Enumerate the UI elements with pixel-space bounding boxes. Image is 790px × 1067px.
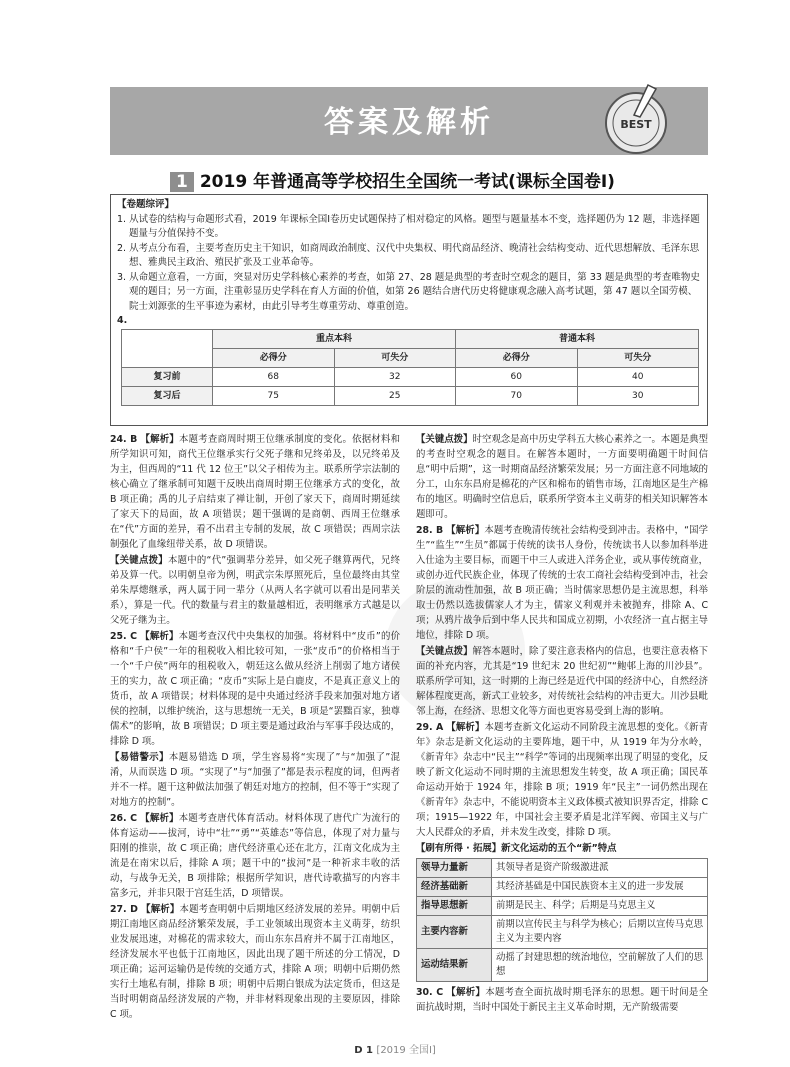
extend-heading: 【刷有所得 · 拓展】新文化运动的五个“新”特点: [416, 843, 617, 854]
table-cell: 75: [213, 387, 335, 406]
tip-paragraph: 【关键点拨】本题中的“代”强调辈分差异，如父死子继算两代，兄终弟及算一代。以明朝皇帝为例，明武宗朱厚照死后，皇位最终由其堂弟朱厚熜继承，两人属于同一辈分（从两人名字就可以看出是同辈关系），算是一代。代的数量与君主的数量越相近，表明继承方式越是以父死子继为主。: [110, 555, 400, 626]
tip-paragraph: 【关键点拨】解答本题时，除了要注意表格内的信息，也要注意表格下面的补充内容，尤其是“19 世纪末 20 世纪初”“鲍邨上海的川沙县”。联系所学可知，这一时期的上海已经是近代中国的经济中心，自然经济解体程度更高，新式工业较多，对传统社会结构的冲击更大。川沙县毗邻上海，在经济、思想文化等方面也更容易受到上海的影响。: [416, 646, 708, 717]
answer-paragraph: 27. D 【解析】本题考查明朝中后期地区经济发展的差异。明朝中后期江南地区商品经济繁荣发展，手工业领域出现资本主义萌芽，纺织业发展迅速，对棉花的需求较大，而山东东昌府并不属于江南地区，经济发展水平也低于江南地区，因此出现了题干所述的分工情况，D 项正确；运河运输仍是传统的交通方式，排除 A 项；明朝中后期仍然实行土地私有制，排除 B 项；明朝中后期白银成为法定货币，但这是当时明朝商品经济发展的产物，并非材料现象出现的主要原因，排除 C 项。: [110, 904, 400, 1020]
table-cell: 30: [577, 387, 699, 406]
tip-paragraph: 【关键点拨】时空观念是高中历史学科五大核心素养之一。本题是典型的考查时空观念的题目。在解答本题时，一方面要明确题干时间信息“明中后期”，这一时期商品经济繁荣发展；另一方面注意不同地域的分工，山东东昌府是棉花的产区和棉布的销售市场，江南地区是生产棉布的地区。明确时空信息后，联系所学资本主义萌芽的相关知识解答本题即可。: [416, 434, 708, 520]
table-row: [122, 368, 699, 387]
exam-title-text: 2019 年普通高等学校招生全国统一考试(课标全国卷Ⅰ): [199, 172, 615, 192]
table-cell: 68: [213, 368, 335, 387]
table-cell: 40: [577, 368, 699, 387]
answer-paragraph: 24. B 【解析】本题考查商周时期王位继承制度的变化。依据材料和所学知识可知，商代王位继承实行父死子继和兄终弟及，以兄终弟及为主，但西周的“11 代 12 位王”以父子相传为主。联系所学宗法制的核心确立了继承制可知题干反映出商周时期王位继承方式的变化，故 B 项正确；禹的儿子启结束了禅让制，开创了家天下，商周时期延续了家天下的局面，故 A 项错误；题干强调的是商朝、西周王位继承在“代”方面的差异，看不出君主专制的发展，故 C 项错误；西周宗法制强化了血缘纽带关系，故 D 项错误。: [110, 434, 400, 550]
page-number: D 1: [354, 1045, 373, 1056]
row-label: 复习前: [122, 368, 213, 387]
exam-title: [170, 167, 615, 192]
review-point: 2. 从考点分布看，主要考查历史主干知识，如商周政治制度、汉代中央集权、明代商品经济、晚清社会结构变动、近代思想解放、毛泽东思想、雅典民主政治、殖民扩张及工业革命等。: [117, 242, 700, 268]
table-cell: 32: [334, 368, 456, 387]
table-row: 指导思想新 前期是民主、科学；后期是马克思主义: [417, 897, 708, 916]
review-box: [110, 194, 708, 426]
table-row: 运动结果新 动摇了封建思想的统治地位，空前解放了人们的思想: [417, 949, 708, 982]
logo-text: BEST: [620, 118, 652, 131]
table-col-header: 必得分: [456, 349, 578, 368]
table-group-header: 重点本科: [213, 330, 456, 349]
header-banner: [110, 87, 708, 155]
review-table-num: 4.: [117, 315, 128, 326]
review-heading: 【卷题综评】: [117, 199, 175, 210]
left-column: [110, 432, 400, 1023]
brand-logo: [596, 81, 676, 161]
row-label: 复习后: [122, 387, 213, 406]
table-col-header: 可失分: [334, 349, 456, 368]
table-row: [122, 387, 699, 406]
answer-paragraph: 28. B 【解析】本题考查晚清传统社会结构受到冲击。表格中，“国学生”“监生”“生员”都属于传统的读书人身份，传统读书人以参加科举进入仕途为主要目标，而题干中三人或进入洋务企业，或从事传统商业，或创办近代民族企业，体现了传统的士农工商社会结构受到冲击，社会阶层的流动性加强，故 B 项正确；当时儒家思想仍是主流思想，科举取士仍然以选拔儒家人才为主，儒家义利观并未被抛弃，排除 A、C 项；从鸦片战争后到中华人民共和国成立初期，小农经济一直占据主导地位，排除 D 项。: [416, 525, 708, 641]
table-row: 领导力量新 其领导者是资产阶级激进派: [417, 859, 708, 878]
score-table: [121, 329, 699, 406]
page-footer: [0, 1041, 790, 1056]
table-row: 主要内容新 前期以宣传民主与科学为核心；后期以宣传马克思主义为主要内容: [417, 916, 708, 949]
answer-paragraph: 25. C 【解析】本题考查汉代中央集权的加强。将材料中“皮币”的价格和“千户侯”一年的租税收入相比较可知，一张“皮币”的价格相当于一个“千户侯”两年的租税收入，朝廷这么做从经济上削弱了地方诸侯王的实力，故 C 项正确；“皮币”实际上是白鹿皮，不是真正意义上的货币，故 A 项错误；材料体现的是中央通过经济手段来加强对地方诸侯的控制，以维护统治，这与思想统一无关，B 项是“罢黜百家，独尊儒术”的影响，故 B 项错误；D 项主要是通过政治与军事手段达成的，排除 D 项。: [110, 631, 400, 747]
page-source: [2019 全国Ⅰ]: [376, 1045, 436, 1056]
review-point: 3. 从命题立意看，一方面，突显对历史学科核心素养的考查，如第 27、28 题是典型的考查时空观念的题目，第 33 题是典型的考查唯物史观的题目；另一方面，注重彰显历史学科在育人方面的价值，如第 26 题结合唐代历史将健康观念融入高考试题，第 47 题以全国劳模、院士刘源张的生平事迹为素材，由此引导考生尊重劳动、尊重创造。: [117, 271, 700, 312]
table-cell: 60: [456, 368, 578, 387]
table-corner: [122, 330, 213, 368]
extend-table: [416, 858, 708, 982]
exam-number: 1: [170, 172, 194, 192]
table-col-header: 必得分: [213, 349, 335, 368]
right-column: [416, 432, 708, 1016]
review-point: 1. 从试卷的结构与命题形式看，2019 年课标全国Ⅰ卷历史试题保持了相对稳定的风格。题型与题量基本不变，选择题仍为 12 题，非选择题题量与分值保持不变。: [117, 213, 700, 239]
table-row: 经济基础新 其经济基础是中国民族资本主义的进一步发展: [417, 878, 708, 897]
table-cell: 70: [456, 387, 578, 406]
table-col-header: 可失分: [577, 349, 699, 368]
answer-paragraph: 26. C 【解析】本题考查唐代体育活动。材料体现了唐代广为流行的体育运动——拔河，诗中“壮”“勇”“英雄态”等信息，体现了对力量与阳刚的推崇，故 C 项正确；唐代经济重心还在北方，江南文化成为主流是在南宋以后，排除 A 项；题干中的“拔河”是一种祈求丰收的活动，与战争无关，B 项排除；根据所学知识，唐代诗歌描写的内容丰富多元，并非只限于宫廷生活，D 项错误。: [110, 813, 400, 899]
banner-title: 答案及解析: [324, 105, 494, 140]
table-group-header: 普通本科: [456, 330, 699, 349]
tip-paragraph: 【易错警示】本题易错选 D 项，学生容易将“实现了”与“加强了”混淆，从而误选 D 项。“实现了”与“加强了”都是表示程度的词，但两者并不一样。题干这种做法加强了朝廷对地方的控制，但不等于“实现了对地方的控制”。: [110, 752, 400, 808]
table-cell: 25: [334, 387, 456, 406]
answer-paragraph: 30. C 【解析】本题考查全面抗战时期毛泽东的思想。题干时间是全面抗战时期，当时中国处于新民主主义革命时期，无产阶级需要: [416, 987, 708, 1013]
answer-paragraph: 29. A 【解析】本题考查新文化运动不同阶段主流思想的变化。《新青年》杂志是新文化运动的主要阵地，题干中，从 1919 年为分水岭，《新青年》杂志中“民主”“科学”等词的出现频率出现了明显的变化，反映了新文化运动不同时期的主流思想发生转变，故 A 项正确；国民革命运动开始于 1924 年，排除 B 项；1919 年“民主”一词仍然出现在《新青年》杂志中，不能说明资本主义政体模式被知识界否定，排除 C 项；1915—1922 年，中国社会主要矛盾是北洋军阀、帝国主义与广大人民群众的矛盾，并未发生改变，排除 D 项。: [416, 722, 708, 838]
